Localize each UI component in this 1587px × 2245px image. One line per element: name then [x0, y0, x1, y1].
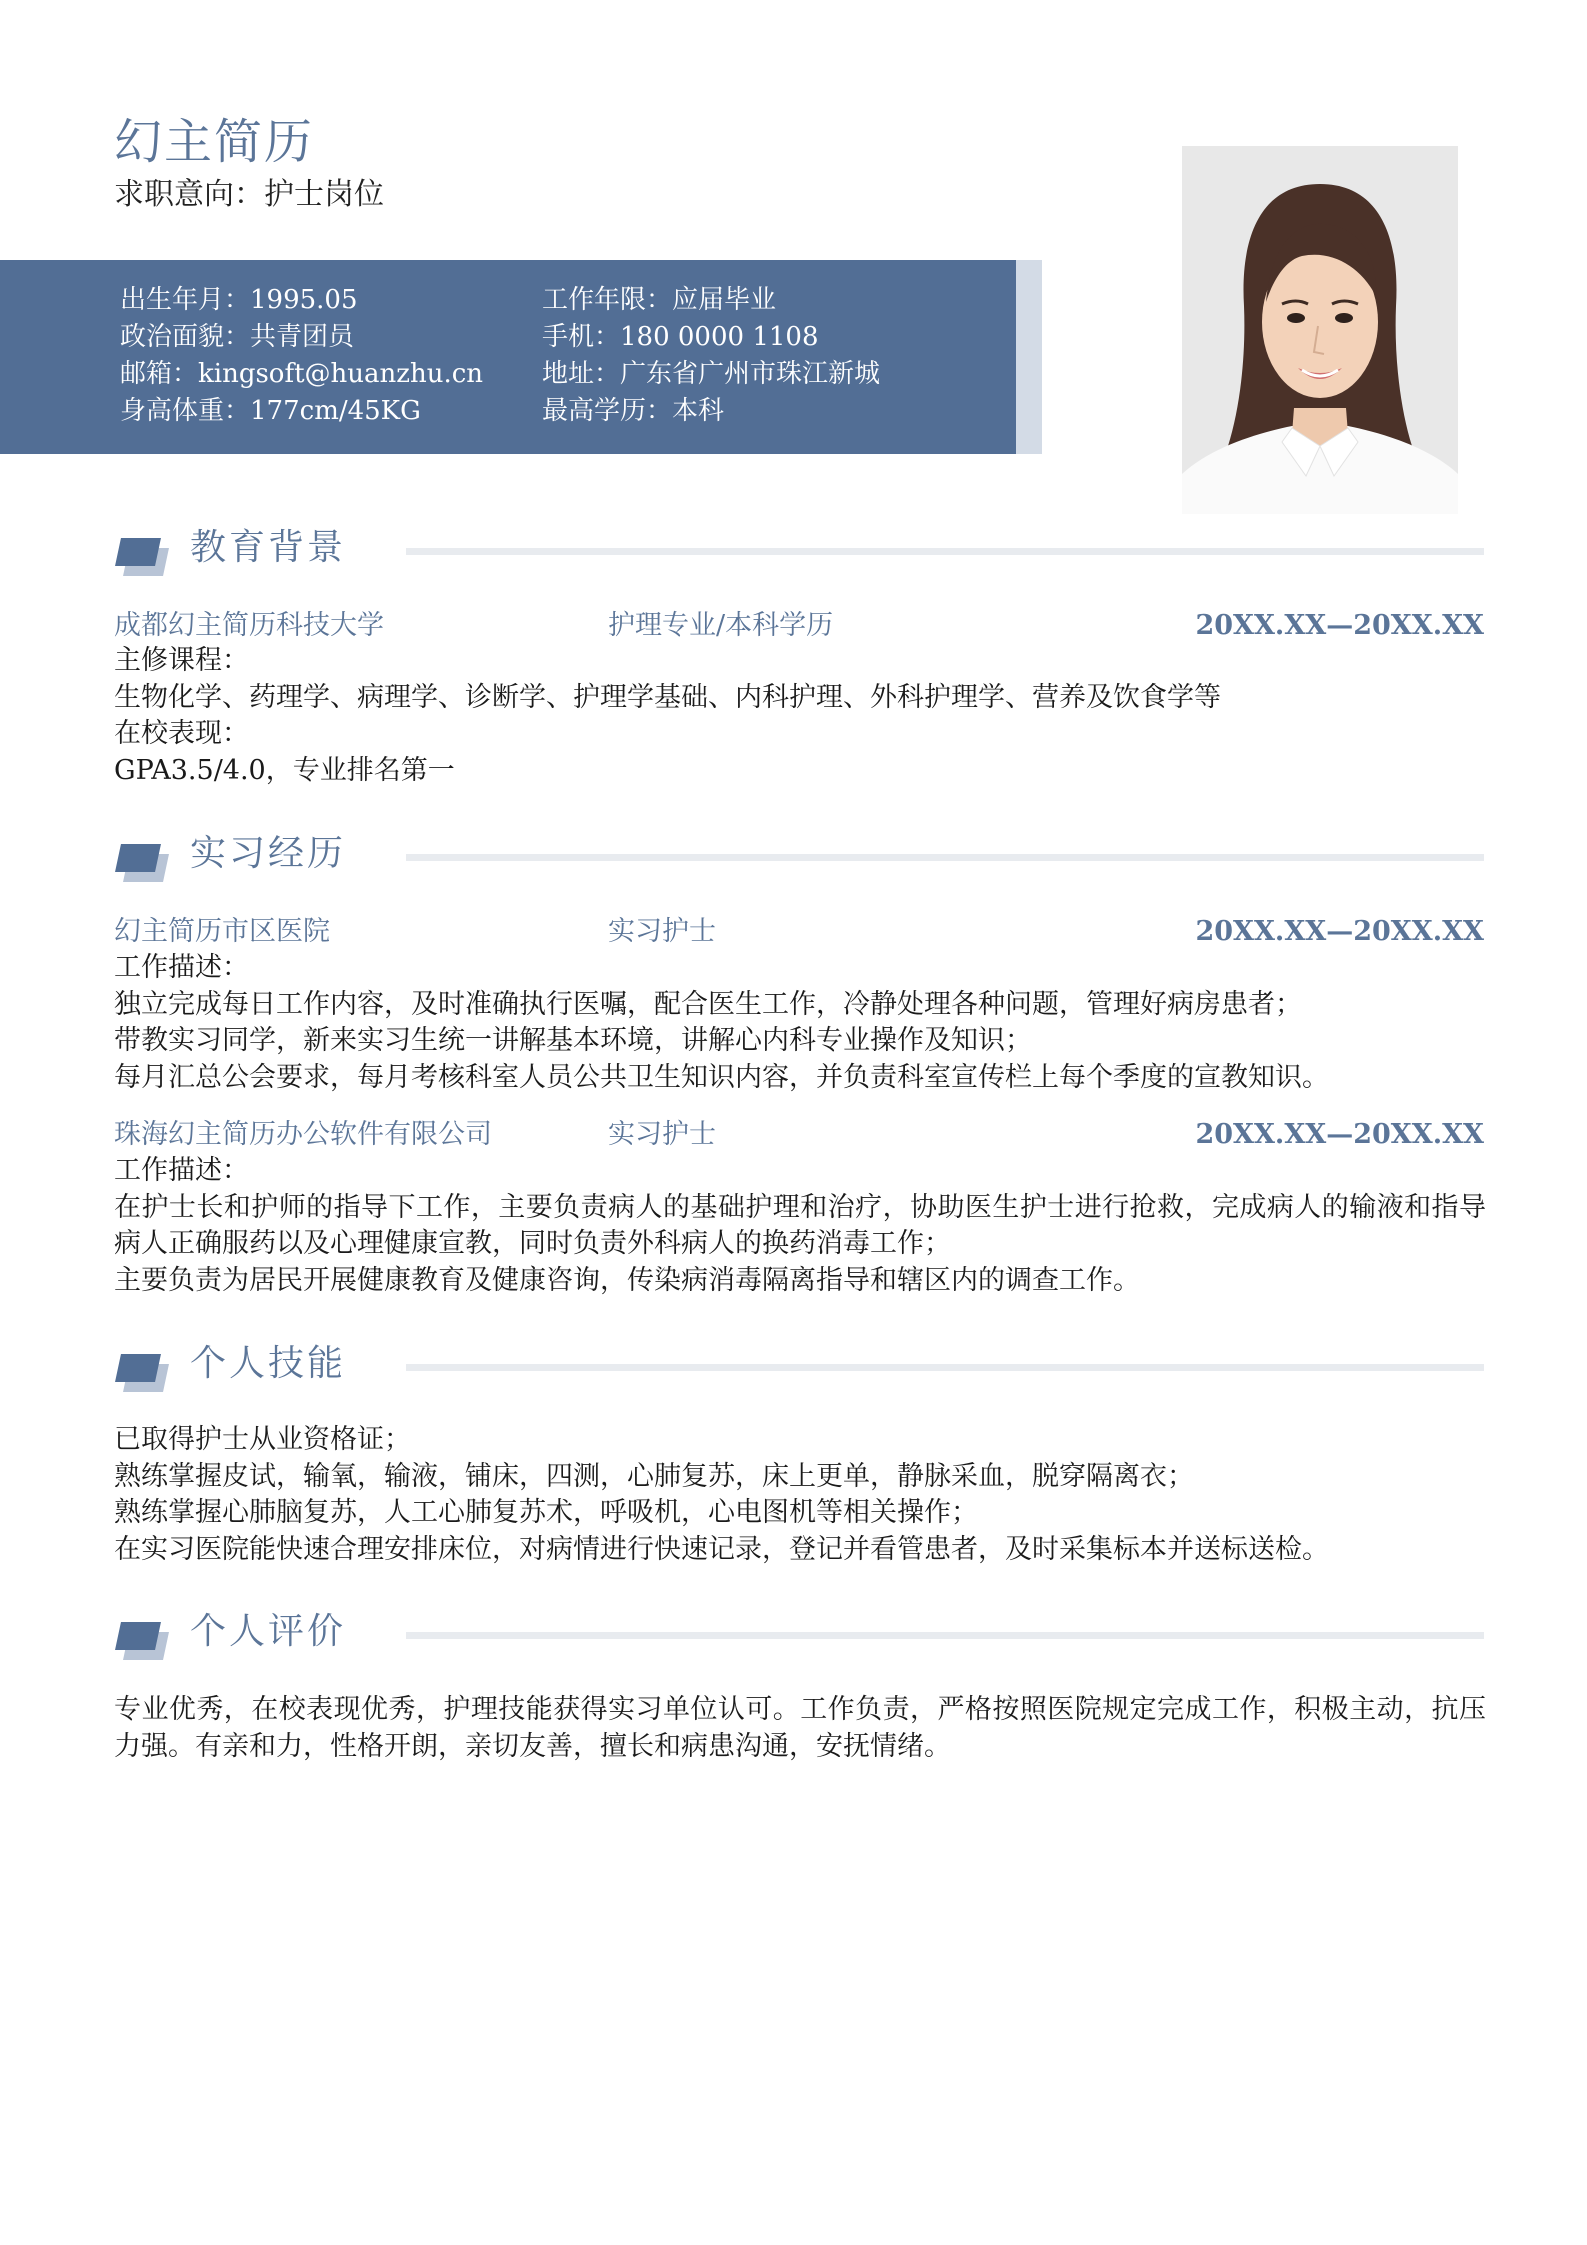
- section-title: 个人技能: [190, 1343, 347, 1384]
- internship-org: 幻主简历市区医院: [114, 916, 330, 947]
- profile-photo: [1182, 146, 1458, 514]
- section-skills-header: [114, 1336, 1484, 1396]
- education-details: [114, 643, 1486, 789]
- desc-label: 工作描述：: [114, 1155, 249, 1186]
- evaluation-details: [114, 1692, 1486, 1765]
- internship-date: 20XX.XX—20XX.XX: [1195, 916, 1484, 947]
- evaluation-text: 专业优秀，在校表现优秀，护理技能获得实习单位认可。工作负责，严格按照医院规定完成工作，积极主动，抗压力强。有亲和力，性格开朗，亲切友善，擅长和病患沟通，安抚情绪。: [114, 1694, 1486, 1762]
- performance: GPA3.5/4.0，专业排名第一: [114, 754, 455, 786]
- section-evaluation-header: [114, 1604, 1484, 1664]
- skill-line: 熟练掌握皮试，输氧，输液，铺床，四测，心肺复苏，床上更单，静脉采血，脱穿隔离衣；: [114, 1460, 1194, 1492]
- internship-org: 珠海幻主简历办公软件有限公司: [114, 1119, 492, 1150]
- portrait-illustration: [1182, 146, 1458, 514]
- section-icon: [114, 1620, 170, 1664]
- job-intent: 求职意向：护士岗位: [114, 177, 384, 212]
- skill-line: 已取得护士从业资格证；: [114, 1424, 411, 1455]
- info-work-years: 工作年限：应届毕业: [542, 285, 777, 315]
- info-address: 地址：广东省广州市珠江新城: [542, 359, 881, 389]
- internship-role: 实习护士: [608, 916, 716, 947]
- info-grid: [120, 282, 1000, 430]
- section-divider: [406, 1364, 1484, 1371]
- info-politics: 政治面貌：共青团员: [120, 322, 355, 352]
- desc-line: 主要负责为居民开展健康教育及健康咨询，传染病消毒隔离指导和辖区内的调查工作。: [114, 1264, 1140, 1296]
- page-title: 幻主简历: [114, 114, 315, 170]
- info-education: 最高学历：本科: [542, 396, 725, 426]
- section-title: 教育背景: [190, 527, 347, 568]
- courses-label: 主修课程：: [114, 645, 249, 676]
- internship-entry-head: [114, 914, 1484, 950]
- section-icon: [114, 842, 170, 886]
- section-divider: [406, 854, 1484, 861]
- section-icon: [114, 1352, 170, 1396]
- section-divider: [406, 1632, 1484, 1639]
- courses: 生物化学、药理学、病理学、诊断学、护理学基础、内科护理、外科护理学、营养及饮食学等: [114, 681, 1221, 713]
- desc-label: 工作描述：: [114, 952, 249, 983]
- internship-date: 20XX.XX—20XX.XX: [1195, 1119, 1484, 1150]
- internship-details: [114, 1153, 1486, 1299]
- section-divider: [406, 548, 1484, 555]
- desc-line: 带教实习同学，新来实习生统一讲解基本环境，讲解心内科专业操作及知识；: [114, 1025, 1032, 1056]
- performance-label: 在校表现：: [114, 718, 249, 749]
- section-education-header: [114, 520, 1484, 580]
- skill-line: 熟练掌握心肺脑复苏，人工心肺复苏术，呼吸机，心电图机等相关操作；: [114, 1497, 978, 1528]
- skills-details: [114, 1422, 1486, 1568]
- desc-line: 每月汇总公会要求，每月考核科室人员公共卫生知识内容，并负责科室宣传栏上每个季度的宣教知识。: [114, 1061, 1329, 1093]
- info-email: 邮箱：kingsoft@huanzhu.cn: [120, 359, 484, 389]
- internship-role: 实习护士: [608, 1119, 716, 1150]
- info-body: 身高体重：177cm/45KG: [120, 396, 421, 426]
- info-birth: 出生年月：1995.05: [120, 285, 358, 315]
- info-phone: 手机：180 0000 1108: [542, 322, 819, 352]
- desc-line: 独立完成每日工作内容，及时准确执行医嘱，配合医生工作，冷静处理各种问题，管理好病房患者；: [114, 988, 1302, 1020]
- section-title: 个人评价: [190, 1611, 347, 1652]
- section-internship-header: [114, 826, 1484, 886]
- school-name: 成都幻主简历科技大学: [114, 610, 384, 641]
- education-date: 20XX.XX—20XX.XX: [1195, 610, 1484, 641]
- education-entry-head: [114, 608, 1484, 644]
- desc-line: 在护士长和护师的指导下工作，主要负责病人的基础护理和治疗，协助医生护士进行抢救，完成病人的输液和指导病人正确服药以及心理健康宣教，同时负责外科病人的换药消毒工作；: [114, 1191, 1486, 1259]
- section-icon: [114, 536, 170, 580]
- internship-entry-head: [114, 1117, 1484, 1153]
- skill-line: 在实习医院能快速合理安排床位，对病情进行快速记录，登记并看管患者，及时采集标本并送标送检。: [114, 1533, 1329, 1565]
- info-band-edge: [1016, 260, 1042, 454]
- internship-details: [114, 950, 1486, 1096]
- major: 护理专业/本科学历: [608, 610, 834, 641]
- section-title: 实习经历: [190, 833, 347, 874]
